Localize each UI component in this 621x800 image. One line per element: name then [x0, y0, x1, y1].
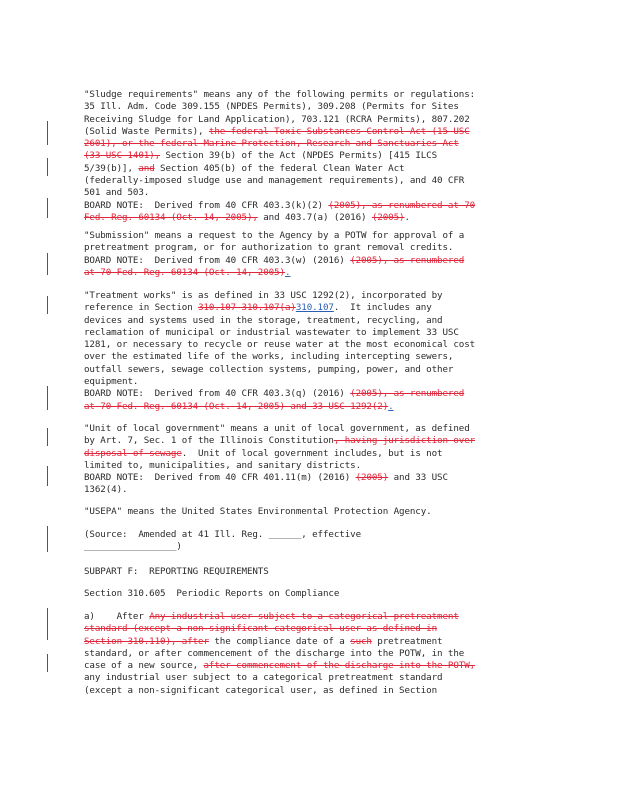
text-run: BOARD NOTE: Derived from 40 CFR 403.3(k)(2)	[84, 199, 329, 211]
deleted-text: Any industrial user subject to a categorical pretreatment	[149, 611, 459, 622]
change-bar	[47, 386, 48, 410]
text-line: over the estimated life of the works, including intercepting sewers,	[84, 351, 454, 363]
text-line: "Submission" means a request to the Agency by a POTW for approval of a	[84, 230, 465, 241]
text-line	[84, 636, 554, 648]
deleted-text: the federal Toxic Substances Control Act (15 USC	[208, 125, 470, 137]
deleted-text: (2005), as renumbered	[350, 254, 465, 266]
board-note: 1362(4).	[84, 484, 128, 496]
text-line	[84, 150, 554, 162]
deleted-text: Section 310.110), after	[84, 635, 209, 647]
deleted-text: 310.107 310.107(a)	[198, 302, 296, 314]
text-line: pretreatment program, or for authorization to grant removal credits.	[84, 242, 454, 254]
text-line	[84, 611, 554, 623]
change-bar	[47, 654, 48, 672]
blank-line: ______	[268, 529, 302, 540]
text-run: pretreatment	[371, 635, 443, 647]
text-run: Section 39(b) of the Act (NPDES Permits) [415 ILCS	[160, 150, 438, 162]
inserted-text: .	[284, 266, 291, 278]
source-note	[84, 529, 554, 554]
board-note	[84, 388, 554, 400]
heading-text: Section 310.605 Periodic Reports on Compliance	[84, 588, 340, 599]
text-line: standard, or after commencement of the discharge into the POTW, in the	[84, 647, 465, 659]
text-run: .	[404, 211, 410, 223]
text-line: (except a non-significant categorical user, as defined in Section	[84, 684, 438, 696]
text-run: and 403.7(a) (2016)	[257, 211, 372, 223]
change-bar	[47, 608, 48, 640]
board-note	[84, 267, 554, 279]
text-line: any industrial user subject to a categorical pretreatment standard	[84, 672, 443, 684]
text-line: "Sludge requirements" means any of the following permits or regulations:	[84, 89, 476, 100]
change-bar	[47, 198, 48, 218]
text-run: BOARD NOTE: Derived from 40 CFR 403.3(w) (2016)	[84, 254, 351, 266]
text-line: equipment.	[84, 376, 139, 388]
deleted-text: at 70 Fed. Reg. 60134 (Oct. 14, 2005) and 33 USC 1292(2)	[84, 400, 389, 412]
text-line: 1281, or necessary to recycle or reuse water at the most economical cost	[84, 339, 476, 351]
board-note	[84, 472, 554, 484]
text-line: 35 Ill. Adm. Code 309.155 (NPDES Permits), 309.208 (Permits for Sites	[84, 101, 459, 113]
text-line: limited to, municipalities, and sanitary districts.	[84, 459, 361, 471]
deleted-text: (33 USC 1401),	[84, 150, 161, 162]
text-line	[84, 660, 554, 672]
blank-line: _________________	[84, 541, 177, 553]
text-run: BOARD NOTE: Derived from 40 CFR 403.3(q) (2016)	[84, 388, 351, 400]
text-line: Receiving Sludge for Land Application), 703.121 (RCRA Permits), 807.202	[84, 113, 470, 125]
text-run: BOARD NOTE: Derived from 40 CFR 401.11(m) (2016)	[84, 472, 356, 484]
board-note	[84, 200, 554, 212]
inserted-text: 310.107	[295, 302, 334, 314]
change-bar	[47, 121, 48, 145]
text-run: by Art. 7, Sec. 1 of the Illinois Constitution	[84, 435, 334, 447]
change-bar	[47, 158, 48, 176]
definition-submission	[84, 230, 554, 279]
text-run: case of a new source,	[84, 660, 204, 672]
deleted-text: and	[138, 162, 155, 174]
text-line: outfall sewers, sewage collection systems, pumping, power, and other	[84, 363, 454, 375]
text-line: "Treatment works" is as defined in 33 USC 1292(2), incorporated by	[84, 290, 443, 301]
deleted-text: at 70 Fed. Reg. 60134 (Oct. 14, 2005)	[84, 266, 285, 278]
definition-treatment-works	[84, 290, 554, 413]
deleted-text: standard (except a non-significant categorical user as defined in	[84, 623, 438, 635]
deleted-text: (2005), as renumbered	[350, 388, 465, 400]
text-run: reference in Section	[84, 302, 199, 314]
deleted-text: such	[350, 635, 372, 647]
board-note	[84, 255, 554, 267]
subsection-a	[84, 611, 554, 697]
board-note	[84, 401, 554, 413]
change-bar	[47, 253, 48, 275]
text-line	[84, 529, 554, 541]
change-bar	[47, 526, 48, 552]
text-run: , effective	[301, 529, 362, 540]
change-bar	[47, 466, 48, 486]
text-line: "USEPA" means the United States Environmental Protection Agency.	[84, 506, 432, 517]
definition-unit-of-local-government	[84, 423, 554, 497]
deleted-text: Fed. Reg. 60134 (Oct. 14, 2005),	[84, 211, 258, 223]
text-run: (Solid Waste Permits),	[84, 125, 209, 137]
definition-sludge-requirements	[84, 89, 554, 224]
text-line	[84, 448, 554, 460]
board-note	[84, 212, 554, 224]
text-run: a) After	[84, 611, 150, 622]
inserted-text: .	[388, 400, 394, 412]
text-line	[84, 302, 554, 314]
definition-usepa	[84, 506, 554, 518]
text-run: the compliance date of a	[208, 635, 351, 647]
text-run: 5/39(b)],	[84, 162, 139, 174]
text-run: (Source: Amended at 41 Ill. Reg.	[84, 529, 269, 540]
deleted-text: , having jurisdiction over	[333, 435, 476, 447]
text-line	[84, 435, 554, 447]
subpart-heading	[84, 566, 554, 578]
text-line	[84, 541, 554, 553]
deleted-text: disposal of sewage	[84, 447, 182, 459]
heading-text: SUBPART F: REPORTING REQUIREMENTS	[84, 566, 269, 577]
change-bar	[47, 428, 48, 446]
text-line	[84, 163, 554, 175]
text-run: and 33 USC	[388, 472, 448, 484]
text-run: Section 405(b) of the federal Clean Water Act	[154, 162, 405, 174]
text-run: . It includes any	[333, 302, 432, 314]
text-line	[84, 138, 554, 150]
deleted-text: 2601), or the federal Marine Protection, Research and Sanctuaries Act	[84, 138, 459, 150]
deleted-text: (2005)	[371, 211, 405, 223]
change-bar	[47, 296, 48, 314]
deleted-text: (2005)	[355, 472, 389, 484]
text-line: (federally-imposed sludge use and management requirements), and 40 CFR	[84, 175, 465, 187]
section-heading	[84, 588, 554, 600]
text-run: )	[176, 541, 182, 553]
deleted-text: (2005), as renumbered at 70	[328, 199, 476, 211]
text-run: . Unit of local government includes, but is not	[181, 447, 443, 459]
text-line: "Unit of local government" means a unit of local government, as defined	[84, 423, 470, 434]
deleted-text: after commencement of the discharge into the POTW,	[203, 660, 476, 672]
text-line: 501 and 503.	[84, 187, 150, 199]
text-line	[84, 623, 554, 635]
text-line: devices and systems used in the storage, treatment, recycling, and	[84, 314, 443, 326]
text-line: reclamation of municipal or industrial wastewater to implement 33 USC	[84, 326, 459, 338]
text-line	[84, 126, 554, 138]
